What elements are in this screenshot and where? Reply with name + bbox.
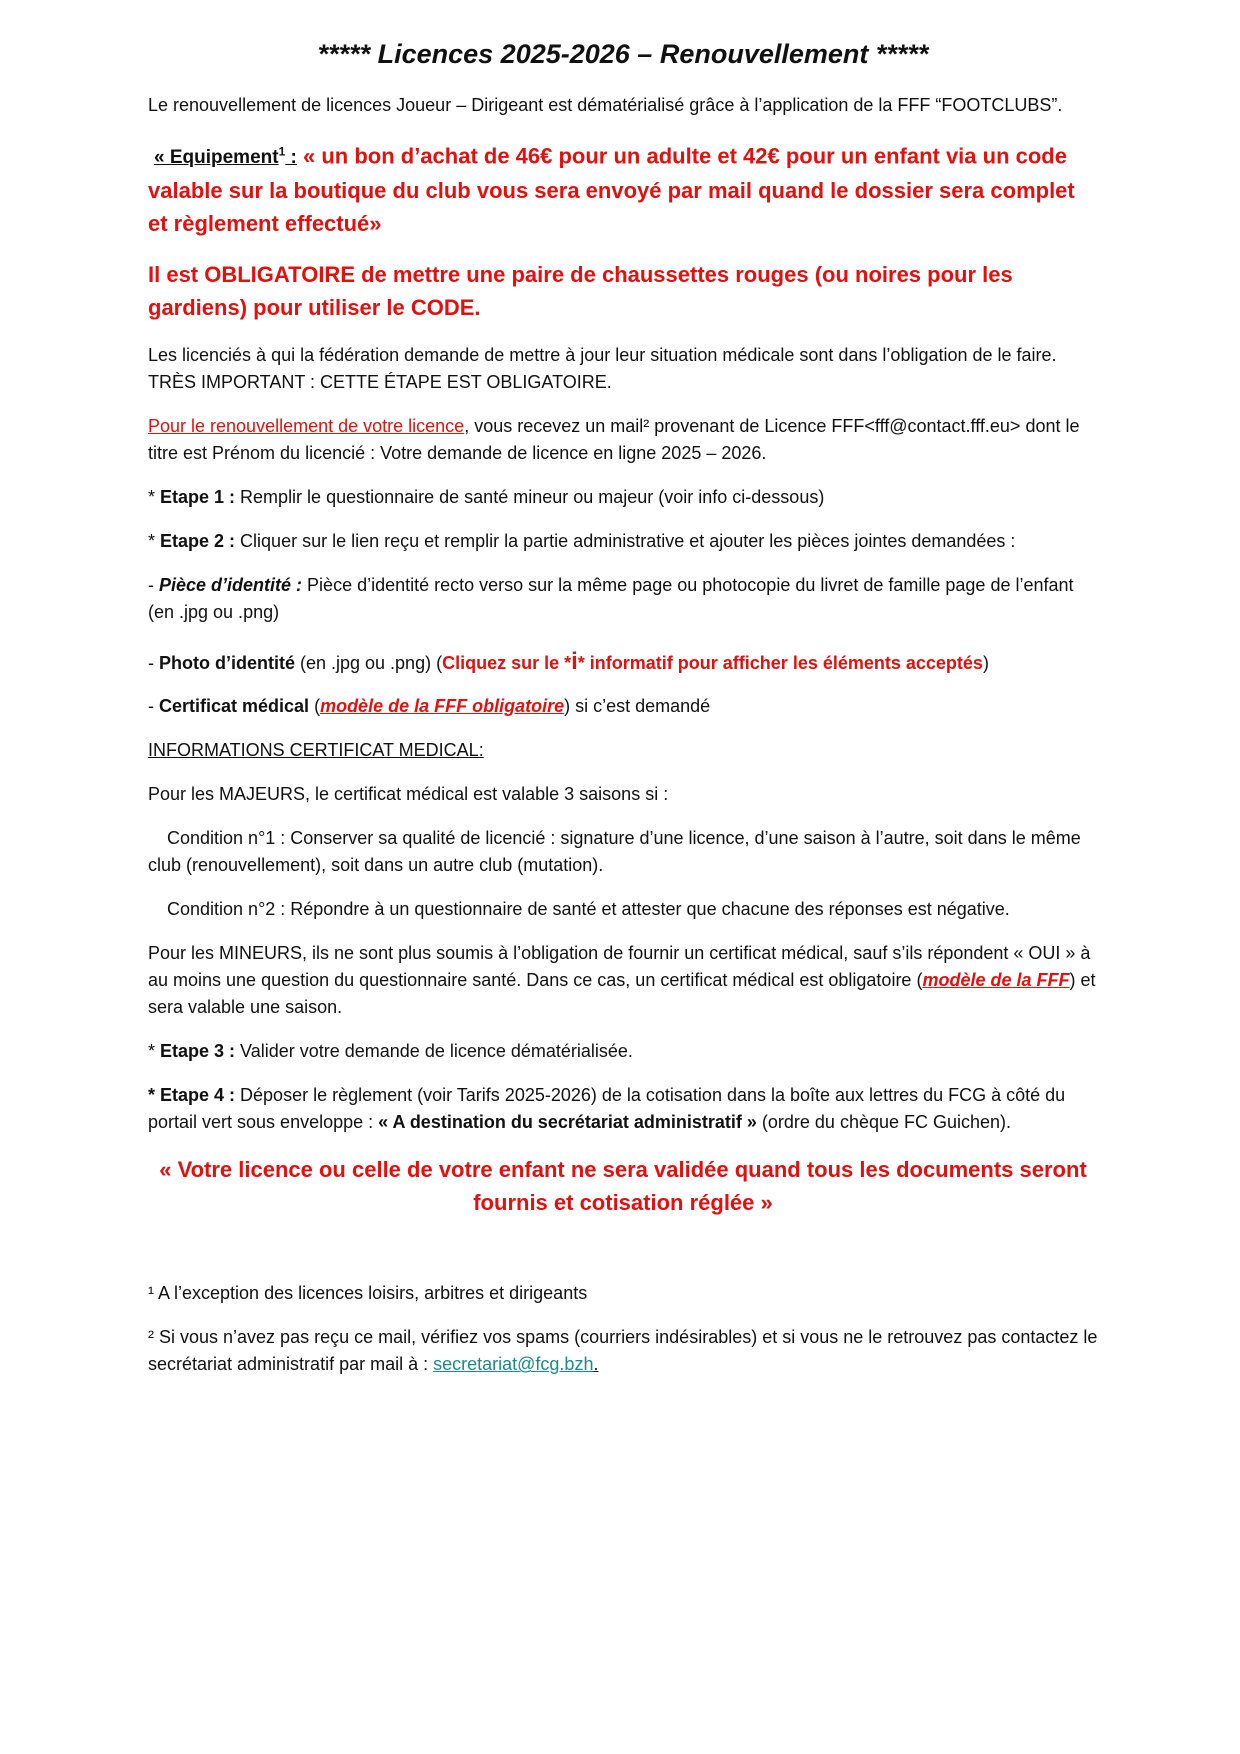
intro-text: Le renouvellement de licences Joueur – Dirigeant est dématérialisé grâce à l’application de la FFF “FOOTCLUBS”. bbox=[148, 95, 1063, 115]
etape1-prefix: * bbox=[148, 487, 161, 508]
condition2-text: Condition n°2 : Répondre à un questionnaire de santé et attester que chacune des réponses est négative. bbox=[167, 899, 1010, 920]
renewal-comma: , bbox=[464, 416, 470, 437]
etape2-prefix: * bbox=[148, 531, 161, 552]
etape2-label: Etape 2 : bbox=[160, 531, 236, 552]
equipement-footnote-ref: 1 bbox=[278, 145, 286, 159]
condition1-paragraph bbox=[148, 825, 1098, 879]
photo-label: Photo d’identité bbox=[159, 653, 295, 674]
etape1-paragraph bbox=[148, 484, 1098, 511]
etape3-prefix: * bbox=[148, 1041, 161, 1062]
piece-text: Pièce d’identité recto verso sur la même page ou photocopie du livret de famille page de l’enfant (en .jpg ou .png) bbox=[148, 575, 1074, 623]
final-notice: « Votre licence ou celle de votre enfant ne sera validée quand tous les documents seront fournis et cotisation réglée » bbox=[159, 1157, 1087, 1216]
etape3-label: Etape 3 : bbox=[160, 1041, 236, 1062]
etape2-text: Cliquer sur le lien reçu et remplir la partie administrative et ajouter les pièces jointes demandées : bbox=[235, 531, 1016, 552]
photo-text: (en .jpg ou .png) ( bbox=[294, 653, 443, 674]
page-title: ***** Licences 2025-2026 – Renouvellement ***** bbox=[317, 39, 929, 69]
certificat-model-link[interactable]: modèle de la FFF obligatoire bbox=[320, 696, 565, 717]
footnote2-period: . bbox=[593, 1354, 599, 1375]
info-icon: i bbox=[571, 648, 578, 676]
majeurs-paragraph: Pour les MAJEURS, le certificat médical est valable 3 saisons si : bbox=[148, 784, 669, 805]
piece-prefix: - bbox=[148, 575, 159, 596]
mineurs-text: Pour les MINEURS, ils ne sont plus soumis à l’obligation de fournir un certificat médical, sauf s’ils répondent « OUI » à au moins une question du questionnaire santé. Dans ce cas, un certificat médical est obligatoire ( bbox=[148, 943, 1091, 991]
etape4-rest: (ordre du chèque FC Guichen). bbox=[756, 1112, 1012, 1133]
mineurs-model-link[interactable]: modèle de la FFF bbox=[922, 970, 1070, 991]
obligatoire-paragraph: Il est OBLIGATOIRE de mettre une paire de chaussettes rouges (ou noires pour les gardiens) pour utiliser le CODE. bbox=[148, 262, 1013, 321]
etape1-label: Etape 1 : bbox=[160, 487, 236, 508]
document-content bbox=[148, 32, 1098, 1395]
footnote-1: ¹ A l’exception des licences loisirs, arbitres et dirigeants bbox=[148, 1283, 588, 1304]
etape3-paragraph bbox=[148, 1038, 1098, 1065]
mineurs-paragraph bbox=[148, 940, 1098, 1021]
intro-paragraph bbox=[148, 92, 1098, 119]
etape4-paragraph bbox=[148, 1082, 1098, 1136]
etape4-bold: « A destination du secrétariat administratif » bbox=[378, 1112, 757, 1133]
footnote2-text: ² Si vous n’avez pas reçu ce mail, vérifiez vos spams (courriers indésirables) et si vous ne le retrouvez pas contactez le secrétariat administratif par mail à : bbox=[148, 1327, 1098, 1375]
etape1-text: Remplir le questionnaire de santé mineur ou majeur (voir info ci-dessous) bbox=[235, 487, 825, 508]
photo-hint-b: * informatif pour afficher les éléments acceptés bbox=[577, 653, 983, 674]
etape3-text: Valider votre demande de licence dématérialisée. bbox=[235, 1041, 633, 1062]
photo-prefix: - bbox=[148, 653, 159, 674]
etape4-text: Déposer le règlement (voir Tarifs 2025-2026) de la cotisation dans la boîte aux lettres du FCG à côté du portail vert sous enveloppe : bbox=[148, 1085, 1066, 1133]
renewal-paragraph bbox=[148, 413, 1098, 467]
renewal-link[interactable]: Pour le renouvellement de votre licence bbox=[148, 416, 465, 437]
photo-close: ) bbox=[982, 653, 989, 674]
info-certificat-heading: INFORMATIONS CERTIFICAT MEDICAL: bbox=[148, 740, 484, 761]
mineurs-rest: ) et sera valable une saison. bbox=[148, 970, 1096, 1018]
piece-label: Pièce d’identité : bbox=[159, 575, 303, 596]
equipement-label: « Equipement bbox=[154, 147, 279, 169]
photo-identite-paragraph bbox=[148, 648, 1098, 677]
etape4-label: * Etape 4 : bbox=[148, 1085, 236, 1106]
piece-identite-paragraph bbox=[148, 572, 1098, 626]
condition1-text: Condition n°1 : Conserver sa qualité de licencié : signature d’une licence, d’une saison à l’autre, soit dans le même club (renouvellement), soit dans un autre club (mutation). bbox=[148, 828, 1081, 876]
certificat-paragraph bbox=[148, 693, 1098, 720]
certificat-open: ( bbox=[309, 696, 321, 717]
footnote-2 bbox=[148, 1324, 1098, 1378]
renewal-text: vous recevez un mail² provenant de Licence FFF<fff@contact.fff.eu> dont le titre est Prénom du licencié : Votre demande de licence en ligne 2025 – 2026. bbox=[148, 416, 1080, 464]
secretariat-email-link[interactable]: secretariat@fcg.bzh bbox=[433, 1354, 594, 1375]
certificat-label: Certificat médical bbox=[159, 696, 310, 717]
condition2-paragraph bbox=[148, 896, 1098, 923]
certificat-rest: ) si c’est demandé bbox=[564, 696, 711, 717]
equipement-colon: : bbox=[285, 147, 297, 169]
equipement-text: « un bon d’achat de 46€ pour un adulte et 42€ pour un enfant via un code valable sur la boutique du club vous sera envoyé par mail quand le dossier sera complet et règlement effectué» bbox=[148, 143, 1075, 237]
certificat-prefix: - bbox=[148, 696, 159, 717]
photo-hint-a: Cliquez sur le * bbox=[442, 653, 572, 674]
equipement-label-wrap bbox=[154, 147, 297, 168]
equipement-paragraph bbox=[148, 136, 1098, 240]
medical-notice-paragraph: Les licenciés à qui la fédération demande de mettre à jour leur situation médicale sont dans l’obligation de le faire. TRÈS IMPORTANT : CETTE ÉTAPE EST OBLIGATOIRE. bbox=[148, 345, 1057, 393]
spacer bbox=[148, 1236, 1098, 1280]
etape2-paragraph bbox=[148, 528, 1098, 555]
